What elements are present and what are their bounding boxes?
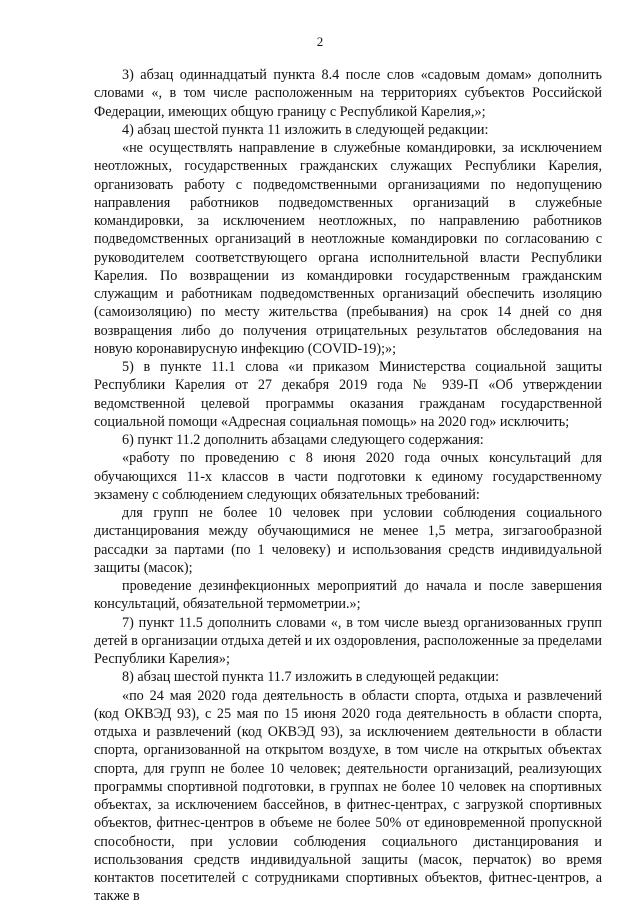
paragraph-disinfection-requirement: проведение дезинфекционных мероприятий до начала и после завершения консультаций, обязательной термометрии.»; (94, 578, 602, 613)
paragraph-groups-requirement: для групп не более 10 человек при условии соблюдения социального дистанцирования между обучающимися не менее 1,5 метра, зигзагообразной рассадки за партами (по 1 человеку) и использования средств индивидуальной защиты (масок); (94, 505, 602, 576)
page-number: 2 (316, 34, 324, 49)
paragraph-item-3: 3) абзац одиннадцатый пункта 8.4 после слов «садовым домам» дополнить словами «, в том числе расположенным на территориях субъектов Российской Федерации, имеющих общую границу с Республикой Карелия,»; (94, 67, 602, 120)
document-body (94, 66, 602, 906)
paragraph-item-7: 7) пункт 11.5 дополнить словами «, в том числе выезд организованных групп детей в организации отдыха детей и их оздоровления, расположенные за пределами Республики Карелия»; (94, 614, 602, 667)
paragraph-item-8: 8) абзац шестой пункта 11.7 изложить в следующей редакции: (122, 669, 500, 686)
paragraph-item-6: 6) пункт 11.2 дополнить абзацами следующего содержания: (122, 432, 484, 448)
paragraph-quote-sports: «по 24 мая 2020 года деятельность в области спорта, отдыха и развлечений (код ОКВЭД 93), с 25 мая по 15 июня 2020 года деятельность в области спорта, отдыха и развлечений (код ОКВЭД 93), за исключением деятельности в области спорта, организованной на открытом воздухе, в том числе на открытых объектах спорта, для групп не более 10 человек; деятельности организаций, реализующих программы спортивной подготовки, в группах не более 10 человек на спортивных объектах, за исключением бассейнов, в фитнес-центрах, с загрузкой спортивных объектов, фитнес-центров в объеме не более 50% от единовременной пропускной способности, при условии соблюдения социального дистанцирования и использования средств индивидуальной защиты (масок, перчаток) во время контактов посетителей с сотрудниками спортивных объектов, фитнес-центров, а также в (94, 687, 602, 905)
paragraph-quote-consultations: «работу по проведению с 8 июня 2020 года очных консультаций для обучающихся 11-х классов в части подготовки к единому государственному экзамену с соблюдением следующих обязательных требований: (94, 450, 602, 503)
paragraph-item-4: 4) абзац шестой пункта 11 изложить в следующей редакции: (122, 121, 489, 138)
paragraph-item-5: 5) в пункте 11.1 слова «и приказом Министерства социальной защиты Республики Карелия от 27 декабря 2019 года № 939-П «Об утверждении ведомственной целевой программы оказания гражданам государственной социальной помощи «Адресная социальная помощь» на 2020 год» исключить; (94, 359, 602, 430)
paragraph-quote-item-11: «не осуществлять направление в служебные командировки, за исключением неотложных, государственных гражданских служащих Республики Карелия, организовать работу с подведомственными организациями по недопущению направления работников подведомственных организаций в служебные командировки, за исключением неотложных, по направлению работников подведомственных организаций в неотложные командировки по согласованию с руководителем соответствующего органа исполнительной власти Республики Карелия. По возвращении из командировки государственным гражданским служащим и работникам подведомственных организаций обеспечить изоляцию (самоизоляцию) по месту жительства (пребывания) на срок 14 дней со дня возвращения либо до получения отрицательных результатов обследования на новую коронавирусную инфекцию (COVID-19);»; (94, 140, 602, 357)
